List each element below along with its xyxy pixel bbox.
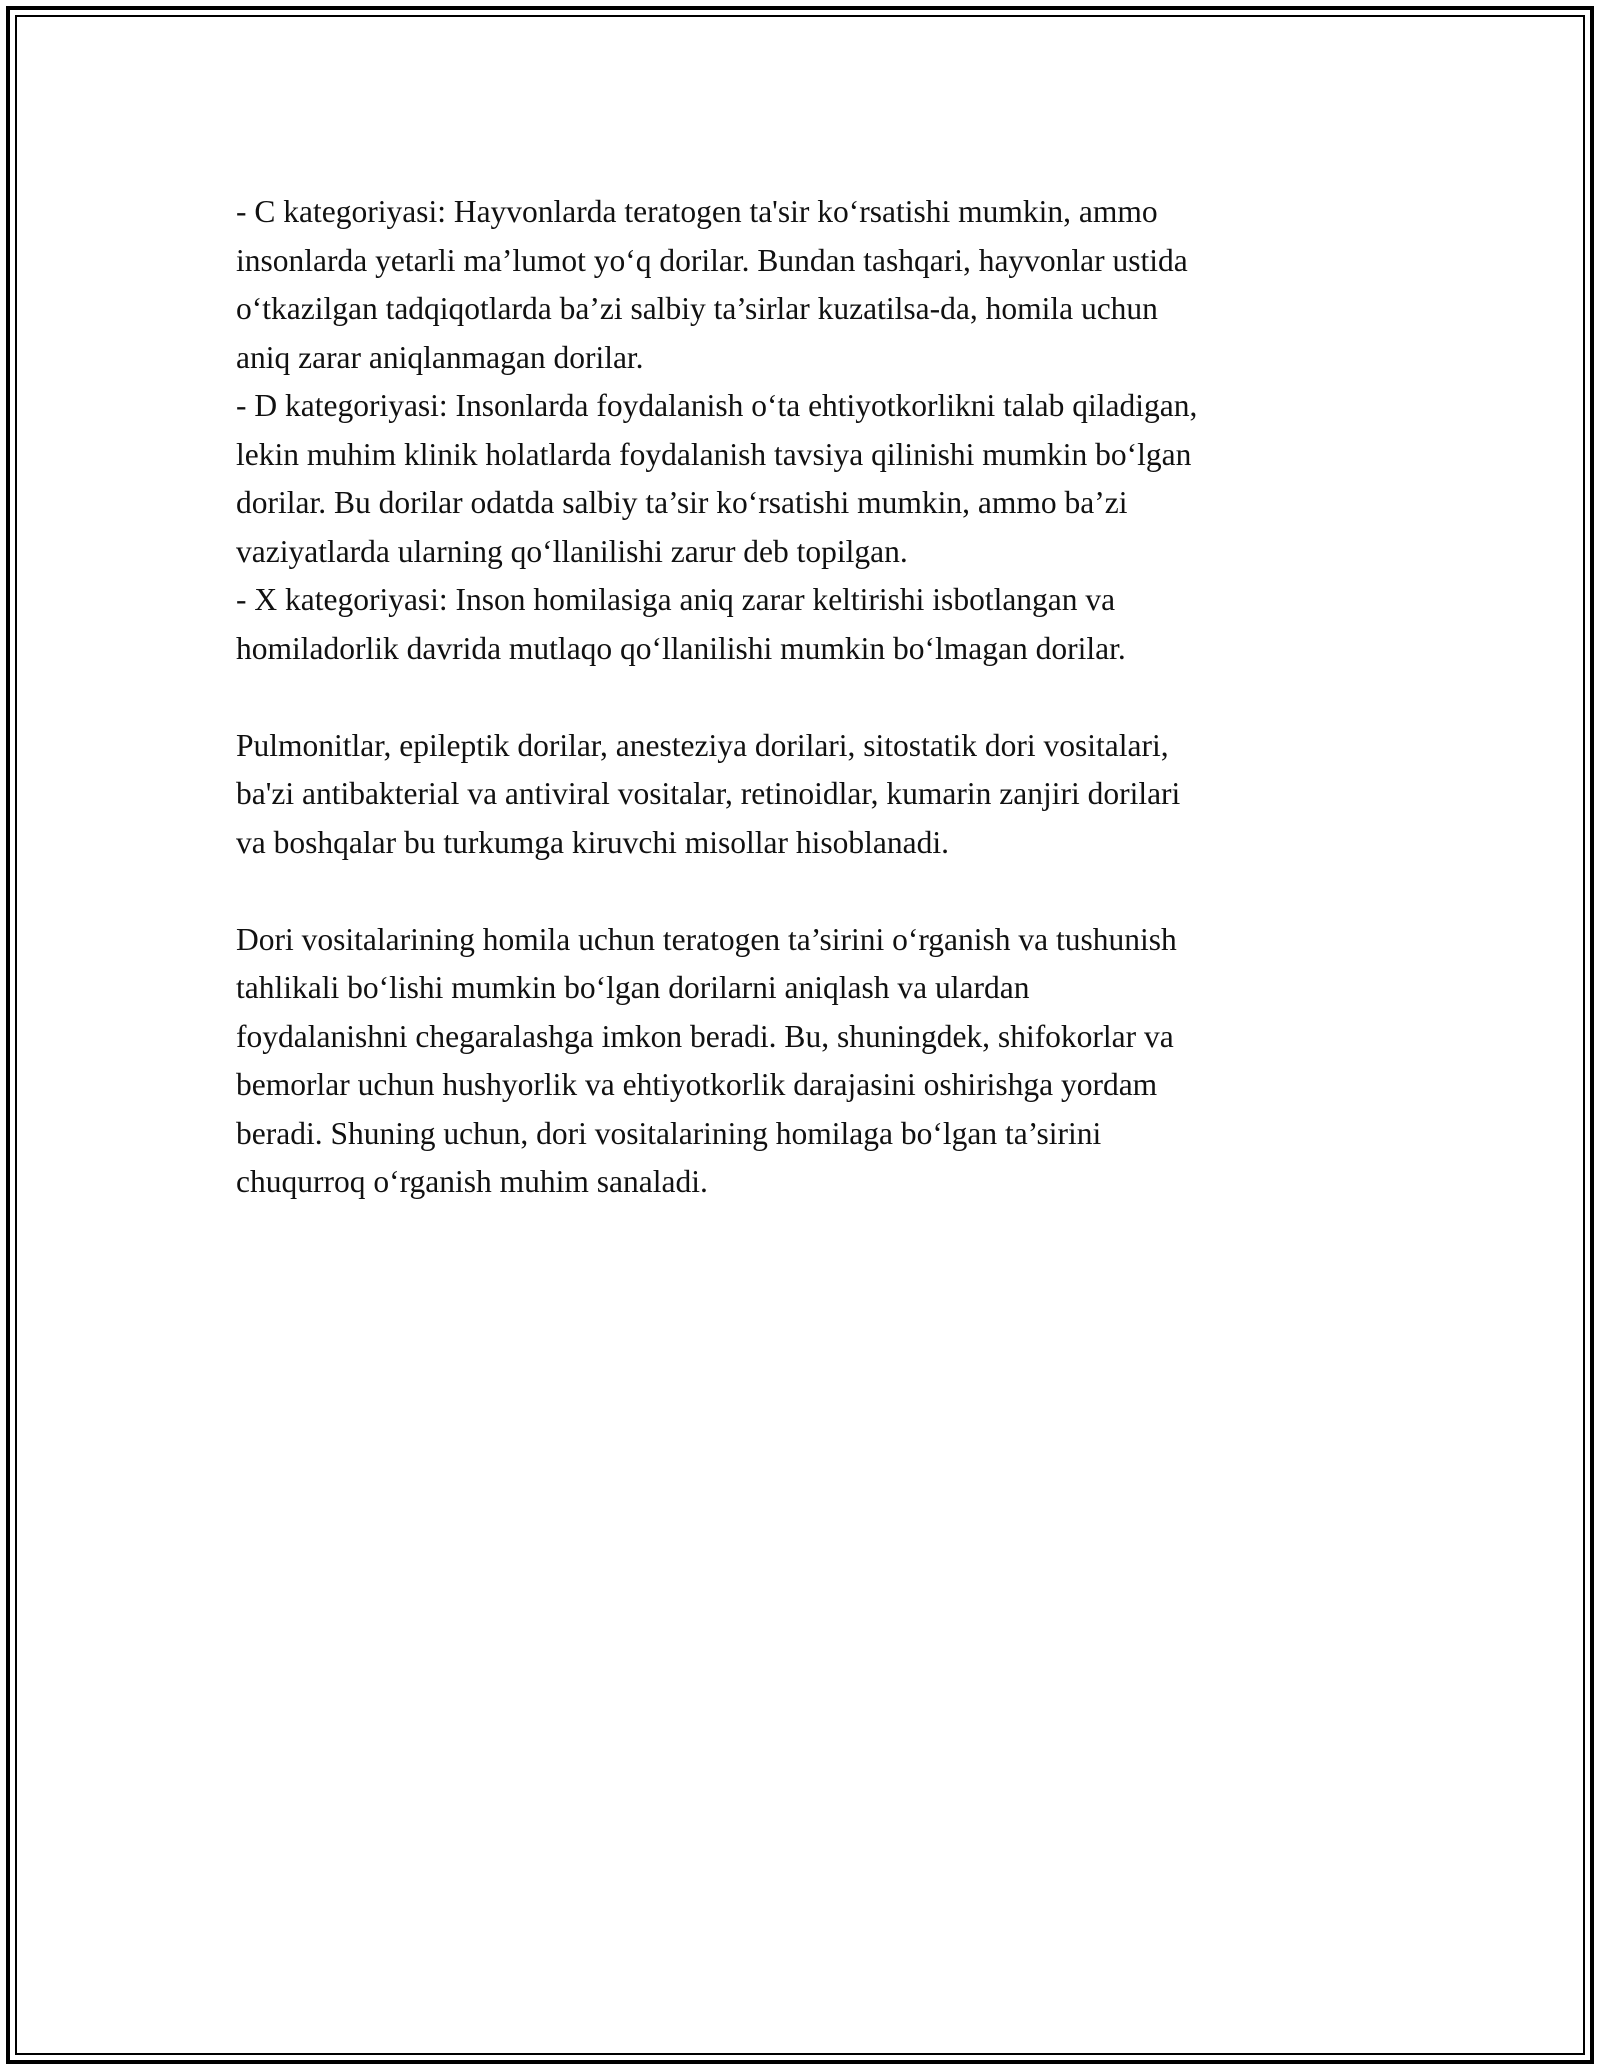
- text-line: vaziyatlarda ularning qoʻllanilishi zarur deb topilgan.: [236, 533, 908, 569]
- paragraph-examples: [236, 722, 1366, 868]
- text-line: aniq zarar aniqlanmagan dorilar.: [236, 339, 644, 375]
- text-line: homiladorlik davrida mutlaqo qoʻllanilishi mumkin boʻlmagan dorilar.: [236, 630, 1126, 666]
- text-line: insonlarda yetarli ma’lumot yoʻq dorilar. Bundan tashqari, hayvonlar ustida: [236, 242, 1188, 278]
- text-line: Pulmonitlar, epileptik dorilar, anesteziya dorilari, sitostatik dori vositalari,: [236, 727, 1169, 763]
- document-body: [236, 188, 1366, 1207]
- paragraph-drug-categories: [236, 188, 1366, 673]
- text-line: - D kategoriyasi: Insonlarda foydalanish oʻta ehtiyotkorlikni talab qiladigan,: [236, 388, 1198, 423]
- text-line: chuqurroq oʻrganish muhim sanaladi.: [236, 1164, 708, 1199]
- text-line: tahlikali boʻlishi mumkin boʻlgan dorilarni aniqlash va ulardan: [236, 970, 1030, 1005]
- text-line: foydalanishni chegaralashga imkon beradi. Bu, shuningdek, shifokorlar va: [236, 1018, 1174, 1054]
- text-line: ba'zi antibakterial va antiviral vositalar, retinoidlar, kumarin zanjiri dorilari: [236, 776, 1181, 811]
- text-line: dorilar. Bu dorilar odatda salbiy ta’sir koʻrsatishi mumkin, ammo ba’zi: [236, 485, 1128, 520]
- paragraph-conclusion: [236, 916, 1366, 1207]
- text-line: - C kategoriyasi: Hayvonlarda teratogen ta'sir koʻrsatishi mumkin, ammo: [236, 194, 1158, 229]
- text-line: Dori vositalarining homila uchun teratogen ta’sirini oʻrganish va tushunish: [236, 921, 1177, 957]
- text-line: oʻtkazilgan tadqiqotlarda ba’zi salbiy ta’sirlar kuzatilsa-da, homila uchun: [236, 291, 1158, 326]
- text-line: bemorlar uchun hushyorlik va ehtiyotkorlik darajasini oshirishga yordam: [236, 1067, 1158, 1102]
- text-line: lekin muhim klinik holatlarda foydalanish tavsiya qilinishi mumkin boʻlgan: [236, 436, 1192, 472]
- text-line: - X kategoriyasi: Inson homilasiga aniq zarar keltirishi isbotlangan va: [236, 582, 1116, 617]
- text-line: beradi. Shuning uchun, dori vositalarining homilaga boʻlgan ta’sirini: [236, 1115, 1102, 1151]
- text-line: va boshqalar bu turkumga kiruvchi misollar hisoblanadi.: [236, 824, 949, 860]
